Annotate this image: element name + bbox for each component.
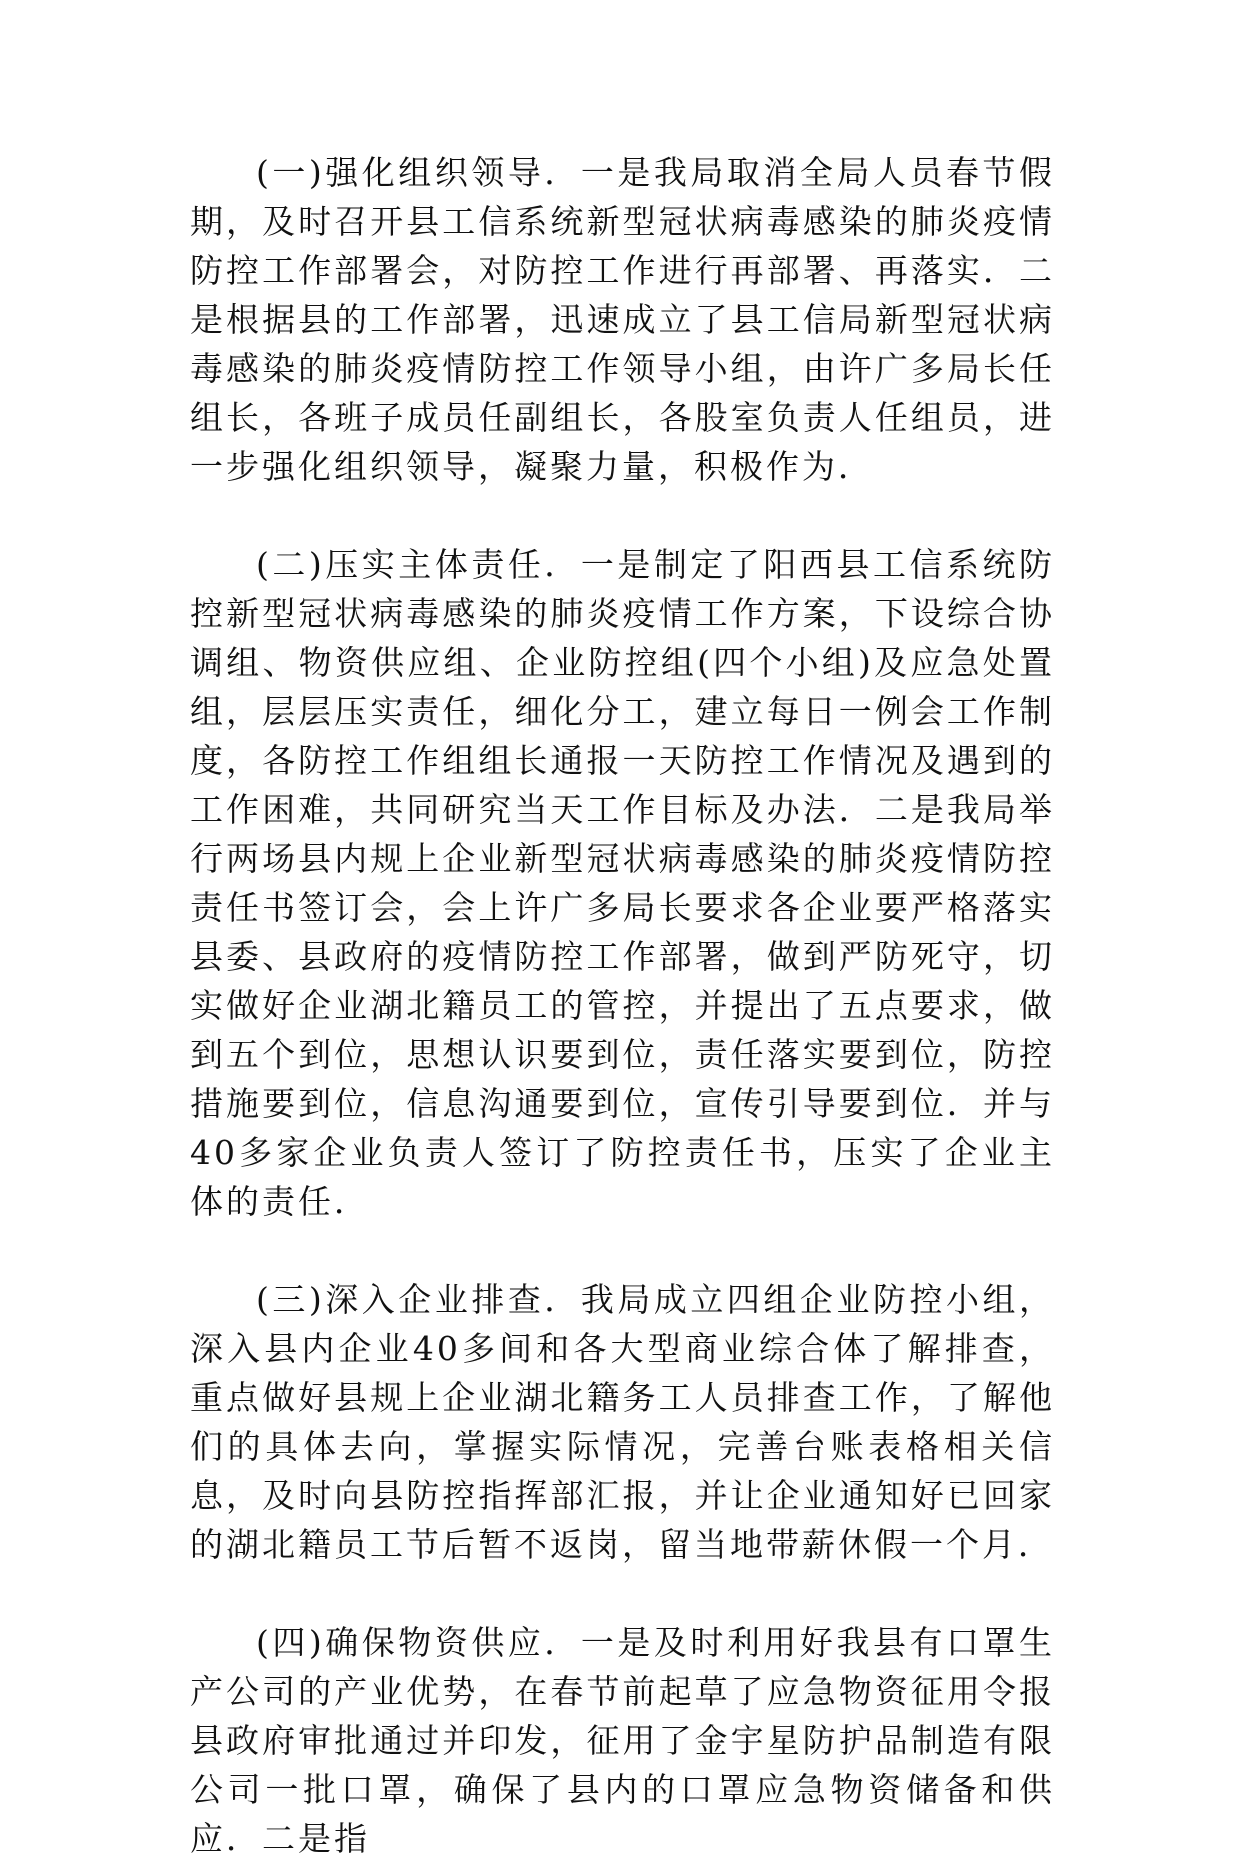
paragraph-enterprise-inspection: (三)深入企业排查．我局成立四组企业防控小组，深入县内企业40多间和各大型商业综合体了解排查，重点做好县规上企业湖北籍务工人员排查工作，了解他们的具体去向，掌握实际情况，完善台账表格相关信息，及时向县防控指挥部汇报，并让企业通知好已回家的湖北籍员工节后暂不返岗，留当地带薪休假一个月．	[190, 1280, 1055, 1564]
paragraph-main-responsibility: (二)压实主体责任．一是制定了阳西县工信系统防控新型冠状病毒感染的肺炎疫情工作方案，下设综合协调组、物资供应组、企业防控组(四个小组)及应急处置组，层层压实责任，细化分工，建立每日一例会工作制度，各防控工作组组长通报一天防控工作情况及遇到的工作困难，共同研究当天工作目标及办法．二是我局举行两场县内规上企业新型冠状病毒感染的肺炎疫情防控责任书签订会，会上许广多局长要求各企业要严格落实县委、县政府的疫情防控工作部署，做到严防死守，切实做好企业湖北籍员工的管控，并提出了五点要求，做到五个到位，思想认识要到位，责任落实要到位，防控措施要到位，信息沟通要到位，宣传引导要到位．并与40多家企业负责人签订了防控责任书，压实了企业主体的责任．	[190, 545, 1055, 1221]
paragraph-organization-leadership: (一)强化组织领导．一是我局取消全局人员春节假期，及时召开县工信系统新型冠状病毒感染的肺炎疫情防控工作部署会，对防控工作进行再部署、再落实．二是根据县的工作部署，迅速成立了县工信局新型冠状病毒感染的肺炎疫情防控工作领导小组，由许广多局长任组长，各班子成员任副组长，各股室负责人任组员，进一步强化组织领导，凝聚力量，积极作为．	[190, 153, 1055, 486]
document-body	[190, 148, 1055, 1863]
paragraph-material-supply: (四)确保物资供应．一是及时利用好我县有口罩生产公司的产业优势，在春节前起草了应急物资征用令报县政府审批通过并印发，征用了金宇星防护品制造有限公司一批口罩，确保了县内的口罩应急物资储备和供应．二是指	[190, 1623, 1055, 1858]
